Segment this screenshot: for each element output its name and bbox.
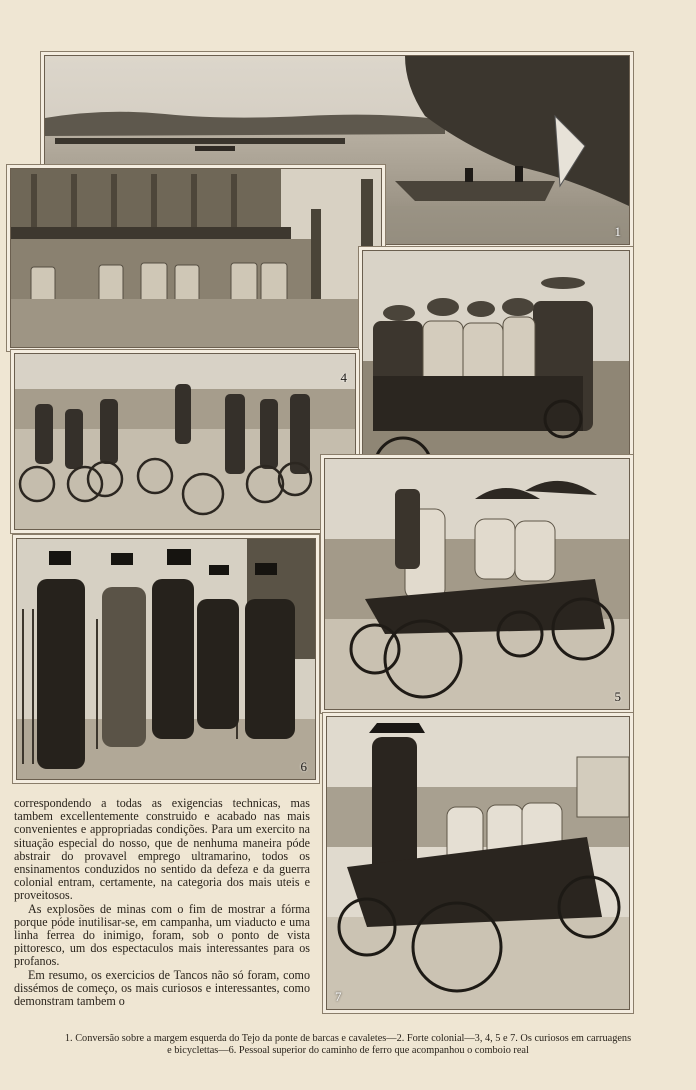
photo-4-number: 4 [340, 370, 347, 385]
photo-5-image [325, 459, 629, 709]
photo-3-image [363, 251, 629, 491]
photo-2-colonial-fort [10, 168, 382, 348]
photo-6-railway-officials [16, 538, 316, 780]
photo-6-image [17, 539, 315, 779]
photo-5-number: 5 [614, 689, 621, 704]
article-paragraph: As explosões de minas com o fim de mostrar a fórma porque póde inutilisar-se, em campanha, um viaducto e uma linha ferrea do inimigo, foram, sob o ponto de vista pittoresco, um dos espectaculos mais interessantes para os profanos. [14, 901, 310, 969]
photo-1-number: 1 [614, 224, 621, 239]
caption-line-1: 1. Conversão sobre a margem esquerda do Tejo da ponte de barcas e cavaletes—2. Forte colonial—3, 4, 5 e 7. Os curiosos em carruagens [64, 1033, 632, 1044]
photo-7-image [327, 717, 629, 1009]
photo-5-carriage-parasols [324, 458, 630, 710]
figure-caption [0, 1033, 696, 1057]
photo-2-image [11, 169, 381, 347]
photo-6-number: 6 [300, 759, 307, 774]
photo-4-bicycles [14, 353, 356, 530]
caption-line-2: e bicyclettas—6. Pessoal superior do caminho de ferro que acompanhou o comboio real [167, 1045, 529, 1056]
article-body [14, 797, 310, 1008]
article-paragraph: correspondendo a todas as exigencias technicas, mas tambem excellentemente construido e acabado nas mais convenientes e appropriadas condições. Para um exercito na situação especial do nosso, que de nenhuma maneira póde abstrair do provavel emprego ultramarino, todos os ensinamentos conduzidos no sentido da defeza e da guerra colonial entram, certamente, na categoria dos mais uteis e proveitosos. [14, 796, 310, 903]
photo-7-number: 7 [335, 989, 342, 1004]
photo-7-carriage-coachman [326, 716, 630, 1010]
photo-3-carriage-ladies [362, 250, 630, 492]
article-paragraph: Em resumo, os exercicios de Tancos não só foram, como dissémos de começo, os mais curiosos e interessantes, como demonstram tambem o [14, 967, 310, 1009]
photo-4-image [15, 354, 355, 529]
